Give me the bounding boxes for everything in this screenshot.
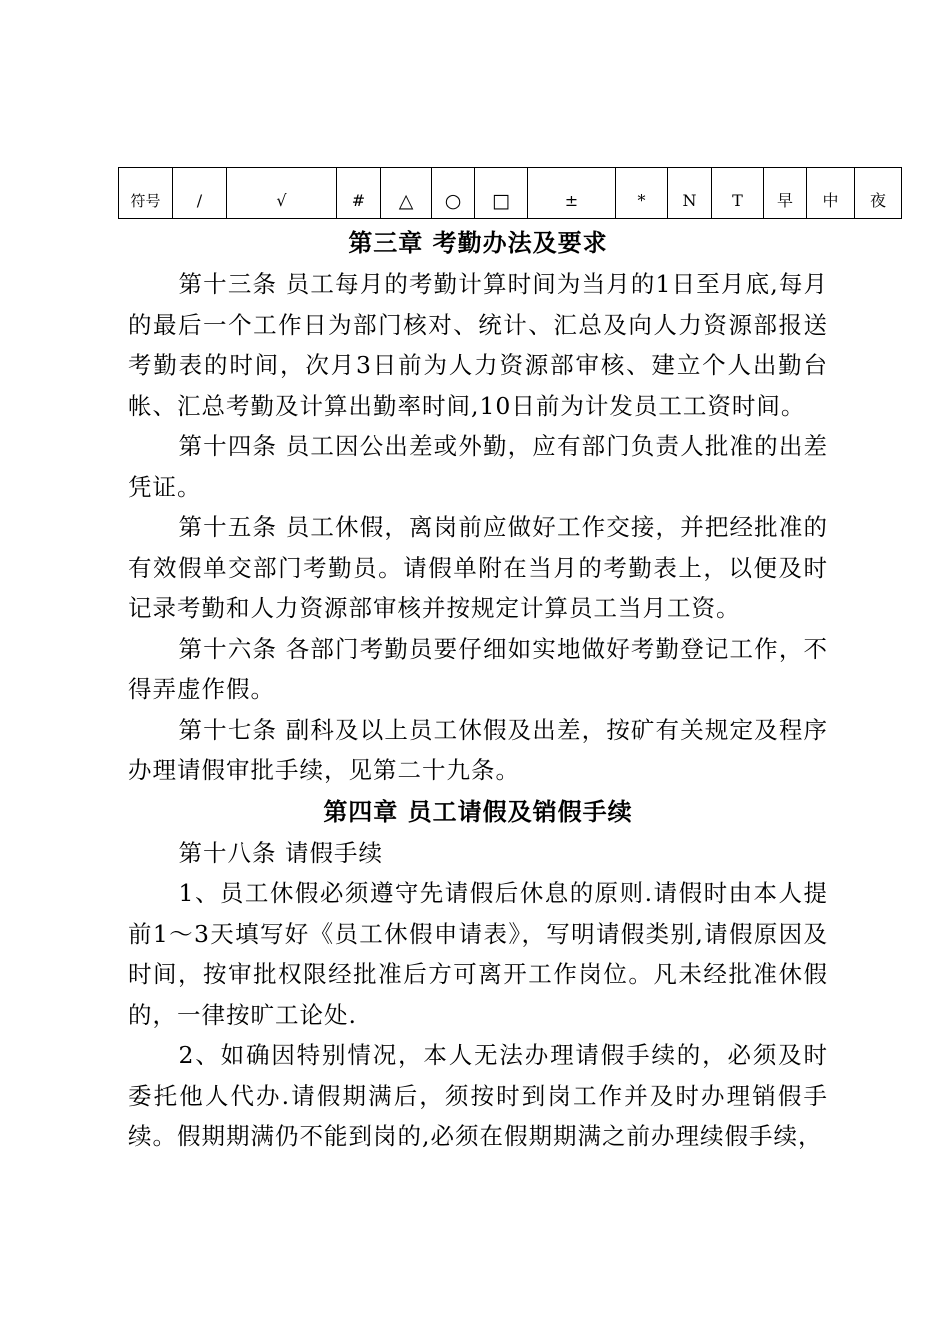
symbol-cell: 中 bbox=[807, 168, 855, 219]
document-body bbox=[128, 222, 828, 1157]
symbol-cell: △ bbox=[381, 168, 432, 219]
article-18-item-1: 1、员工休假必须遵守先请假后休息的原则.请假时由本人提前1～3天填写好《员工休假申请表》，写明请假类别,请假原因及时间，按审批权限经批准后方可离开工作岗位。凡未经批准休假的，一律按旷工论处. bbox=[128, 879, 828, 1029]
symbol-cell: 早 bbox=[764, 168, 807, 219]
symbol-cell: T bbox=[712, 168, 764, 219]
symbol-cell: ○ bbox=[432, 168, 475, 219]
symbol-cell: 夜 bbox=[855, 168, 902, 219]
article-16: 第十六条 各部门考勤员要仔细如实地做好考勤登记工作，不得弄虚作假。 bbox=[128, 634, 828, 703]
article-18: 第十八条 请假手续 bbox=[178, 838, 383, 867]
chapter-4-heading: 第四章 员工请假及销假手续 bbox=[323, 796, 633, 826]
chapter-3-heading: 第三章 考勤办法及要求 bbox=[348, 228, 608, 257]
symbol-cell: # bbox=[337, 168, 381, 219]
symbol-cell: * bbox=[616, 168, 668, 219]
article-15: 第十五条 员工休假，离岗前应做好工作交接，并把经批准的有效假单交部门考勤员。请假单附在当月的考勤表上，以便及时记录考勤和人力资源部审核并按规定计算员工当月工资。 bbox=[128, 513, 828, 622]
article-18-item-2: 2、如确因特别情况，本人无法办理请假手续的，必须及时委托他人代办.请假期满后，须按时到岗工作并及时办理销假手续。假期期满仍不能到岗的,必须在假期期满之前办理续假手续， bbox=[128, 1041, 828, 1150]
symbol-cell: √ bbox=[227, 168, 337, 219]
attendance-symbol-table bbox=[118, 167, 902, 219]
symbol-row bbox=[119, 168, 902, 219]
symbol-cell: / bbox=[173, 168, 227, 219]
article-14: 第十四条 员工因公出差或外勤，应有部门负责人批准的出差凭证。 bbox=[128, 432, 828, 501]
symbol-cell: ± bbox=[528, 168, 616, 219]
article-13: 第十三条 员工每月的考勤计算时间为当月的1日至月底,每月的最后一个工作日为部门核对、统计、汇总及向人力资源部报送考勤表的时间，次月3日前为人力资源部审核、建立个人出勤台帐、汇总考勤及计算出勤率时间,10日前为计发员工工资时间。 bbox=[128, 270, 828, 420]
article-17: 第十七条 副科及以上员工休假及出差，按矿有关规定及程序办理请假审批手续，见第二十九条。 bbox=[128, 715, 828, 784]
symbol-cell: N bbox=[668, 168, 712, 219]
symbol-cell: □ bbox=[475, 168, 528, 219]
symbol-label-cell: 符号 bbox=[119, 168, 173, 219]
